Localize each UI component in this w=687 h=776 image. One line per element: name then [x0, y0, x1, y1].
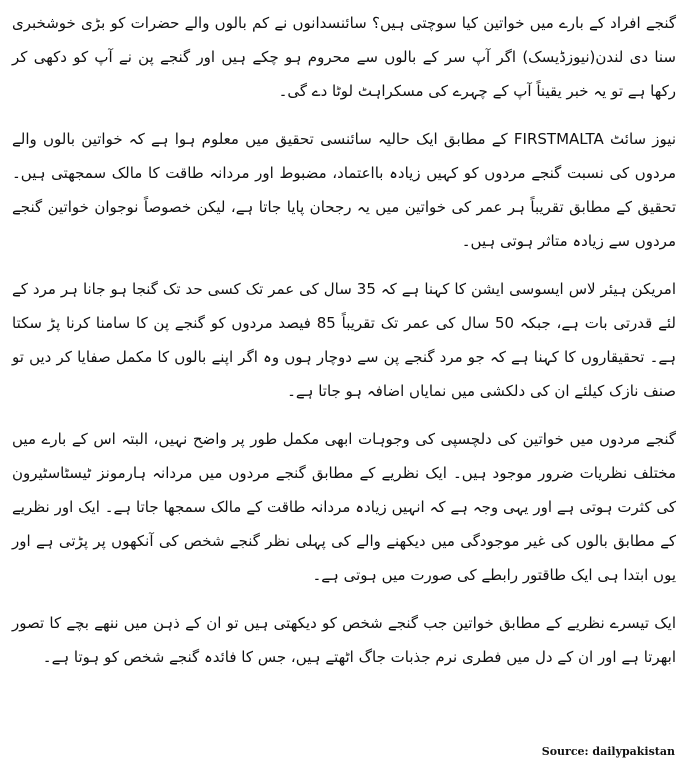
paragraph-third-theory: ایک تیسرے نظریے کے مطابق خواتین جب گنجے شخص کو دیکھتی ہیں تو ان کے ذہن میں ننھے بچے کا تصور ابھرتا ہے اور ان کے دل میں فطری نرم جذبات جاگ اٹھتے ہیں، جس کا فائدہ گنجے شخص کو ہوتا ہے۔: [12, 614, 676, 666]
paragraph-intro: گنجے افراد کے بارے میں خواتین کیا سوچتی ہیں؟ سائنسدانوں نے کم بالوں والے حضرات کو بڑی خوشخبری سنا دی لندن(نیوزڈیسک) اگر آپ سر کے بالوں سے محروم ہو چکے ہیں اور گنجے پن نے آپ کو دکھی کر رکھا ہے تو یہ خبر یقیناً آپ کے چہرے کی مسکراہٹ لوٹا دے گی۔: [12, 14, 676, 100]
paragraph-hair-loss-association: امریکن ہیئر لاس ایسوسی ایشن کا کہنا ہے کہ 35 سال کی عمر تک کسی حد تک گنجا ہو جانا ہر مرد کے لئے قدرتی بات ہے، جبکہ 50 سال کی عمر تک تقریباً 85 فیصد مردوں کو گنجے پن کا سامنا کرنا پڑ سکتا ہے۔ تحقیقاروں کا کہنا ہے کہ جو مرد گنجے پن سے دوچار ہوں وہ اگر اپنے بالوں کا مکمل صفایا کر دیں تو صنف نازک کیلئے ان کی دلکشی میں نمایاں اضافہ ہو جاتا ہے۔: [12, 280, 677, 400]
paragraph-research: نیوز سائٹ FIRSTMALTA کے مطابق ایک حالیہ سائنسی تحقیق میں معلوم ہوا ہے کہ خواتین بالوں والے مردوں کی نسبت گنجے مردوں کو کہیں زیادہ بااعتماد، مضبوط اور مردانہ طاقت کا مالک سمجھتی ہیں۔ تحقیق کے مطابق تقریباً ہر عمر کی خواتین میں یہ رجحان پایا جاتا ہے، لیکن خصوصاً نوجوان خواتین گنجے مردوں سے زیادہ متاثر ہوتی ہیں۔: [12, 130, 676, 250]
source-credit: Source: dailypakistan: [541, 745, 675, 758]
article-body: [12, 6, 676, 688]
paragraph-theories: گنجے مردوں میں خواتین کی دلچسپی کی وجوہات ابھی مکمل طور پر واضح نہیں، البتہ اس کے بارے میں مختلف نظریات ضرور موجود ہیں۔ ایک نظریے کے مطابق گنجے مردوں میں مردانہ ہارمونز ٹیسٹاسٹیرون کی کثرت ہوتی ہے اور یہی وجہ ہے کہ انہیں زیادہ مردانہ طاقت کے مالک سمجھا جاتا ہے۔ ایک اور نظریے کے مطابق بالوں کی غیر موجودگی میں دیکھنے والے کی پہلی نظر گنجے شخص کی آنکھوں پر پڑتی ہے اور یوں ابتدا ہی ایک طاقتور رابطے کی صورت میں ہوتی ہے۔: [12, 430, 676, 584]
